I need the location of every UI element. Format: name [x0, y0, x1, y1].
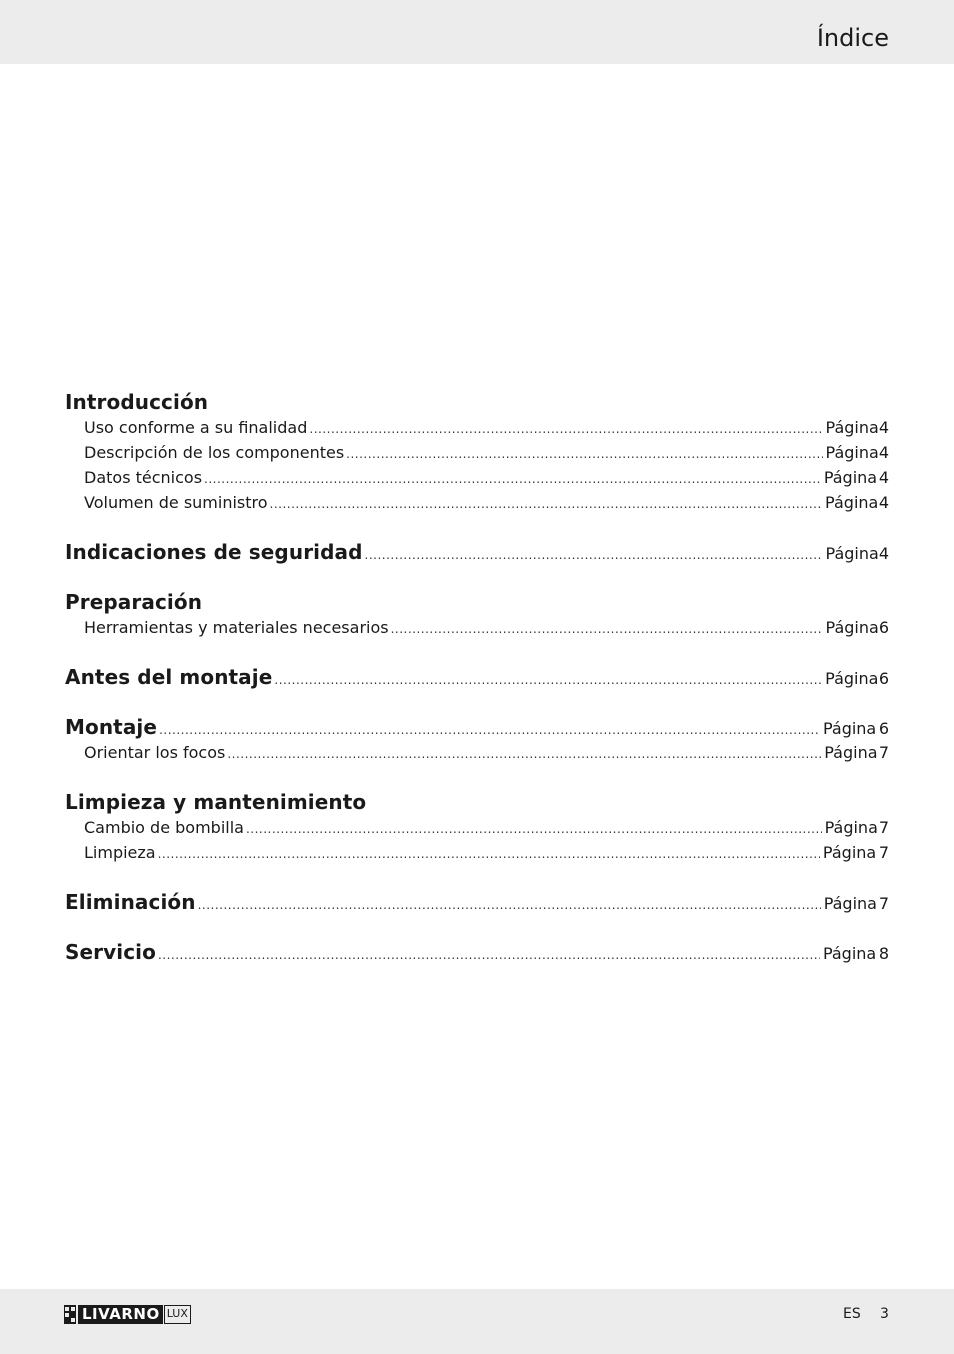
page-number: 4 — [878, 544, 889, 563]
dot-leader — [391, 617, 823, 642]
dot-leader — [309, 417, 822, 442]
toc-section-antes-del-montaje — [65, 665, 889, 690]
header-band — [0, 0, 954, 64]
spacer — [65, 765, 889, 790]
page-number: 7 — [878, 894, 889, 913]
spacer — [65, 690, 889, 715]
spacer — [65, 640, 889, 665]
page-number: 7 — [878, 743, 889, 762]
toc-entry-label: Datos técnicos — [84, 468, 203, 487]
toc-heading: Montaje — [65, 715, 158, 739]
toc-section-introduccion — [65, 390, 889, 515]
dot-leader — [365, 543, 823, 568]
spacer — [65, 515, 889, 540]
toc-heading-row[interactable] — [65, 390, 889, 415]
page-word: Página — [823, 894, 877, 913]
page-number: 4 — [878, 493, 889, 512]
page-word: Página — [825, 418, 879, 437]
page-number: 4 — [878, 443, 889, 462]
toc-entry[interactable] — [65, 815, 889, 840]
toc-entry-label: Herramientas y materiales necesarios — [84, 618, 389, 637]
page-word: Página — [825, 669, 879, 688]
toc-heading-row[interactable] — [65, 665, 889, 690]
toc-heading-row[interactable] — [65, 890, 889, 915]
toc-entry[interactable] — [65, 490, 889, 515]
toc-section-montaje — [65, 715, 889, 765]
page-word: Página — [822, 944, 877, 963]
toc-entry[interactable] — [65, 615, 889, 640]
toc-heading-row[interactable] — [65, 790, 889, 815]
page-title: Índice — [816, 24, 889, 52]
toc-heading: Servicio — [65, 940, 156, 964]
toc-heading: Introducción — [65, 390, 209, 414]
toc-section-servicio — [65, 940, 889, 965]
page-word: Página — [822, 719, 877, 738]
toc-entry[interactable] — [65, 840, 889, 865]
toc-heading: Eliminación — [65, 890, 196, 914]
page-word: Página — [822, 843, 877, 862]
spacer — [65, 865, 889, 890]
dot-leader — [159, 718, 820, 743]
page-number: 6 — [878, 669, 889, 688]
page-word: Página — [825, 493, 879, 512]
dot-leader — [198, 893, 821, 918]
toc-entry[interactable] — [65, 440, 889, 465]
toc-heading: Antes del montaje — [65, 665, 273, 689]
toc-section-eliminacion — [65, 890, 889, 915]
page-word: Página — [824, 743, 878, 762]
toc-entry[interactable] — [65, 740, 889, 765]
toc-heading-row[interactable] — [65, 940, 889, 965]
toc-entry[interactable] — [65, 465, 889, 490]
dot-leader — [158, 842, 820, 867]
brand-mark-icon — [64, 1305, 76, 1324]
page-word: Página — [825, 443, 879, 462]
toc-entry-label: Orientar los focos — [84, 743, 226, 762]
dot-leader — [274, 668, 822, 693]
brand-name: LIVARNO — [78, 1305, 163, 1324]
dot-leader — [204, 467, 821, 492]
toc-entry-label: Uso conforme a su finalidad — [84, 418, 308, 437]
page-number: 6 — [878, 618, 889, 637]
table-of-contents — [65, 390, 889, 965]
spacer — [65, 565, 889, 590]
dot-leader — [246, 817, 822, 842]
toc-heading-row[interactable] — [65, 715, 889, 740]
footer-page-number: 3 — [880, 1306, 889, 1322]
page-number: 8 — [878, 944, 889, 963]
dot-leader — [346, 442, 822, 467]
brand-logo — [64, 1305, 191, 1324]
toc-entry-label: Cambio de bombilla — [84, 818, 244, 837]
page-number: 4 — [878, 468, 889, 487]
toc-entry-label: Limpieza — [84, 843, 156, 862]
dot-leader — [158, 943, 820, 968]
page-number: 7 — [878, 818, 889, 837]
toc-section-indicaciones-de-seguridad — [65, 540, 889, 565]
page-number: 6 — [878, 719, 889, 738]
page-word: Página — [823, 468, 878, 487]
toc-section-limpieza-y-mantenimiento — [65, 790, 889, 865]
dot-leader — [270, 492, 823, 517]
toc-entry-label: Volumen de suministro — [84, 493, 268, 512]
toc-section-preparacion — [65, 590, 889, 640]
language-code: ES — [843, 1306, 861, 1322]
dot-leader — [227, 742, 821, 767]
toc-heading: Limpieza y mantenimiento — [65, 790, 367, 814]
page-word: Página — [824, 818, 878, 837]
page-number: 7 — [878, 843, 889, 862]
page-number: 4 — [878, 418, 889, 437]
toc-heading: Indicaciones de seguridad — [65, 540, 363, 564]
toc-entry-label: Descripción de los componentes — [84, 443, 345, 462]
spacer — [65, 915, 889, 940]
brand-suffix: LUX — [164, 1305, 191, 1324]
page-word: Página — [825, 544, 879, 563]
toc-heading: Preparación — [65, 590, 203, 614]
toc-entry[interactable] — [65, 415, 889, 440]
toc-heading-row[interactable] — [65, 540, 889, 565]
toc-heading-row[interactable] — [65, 590, 889, 615]
page-word: Página — [825, 618, 879, 637]
